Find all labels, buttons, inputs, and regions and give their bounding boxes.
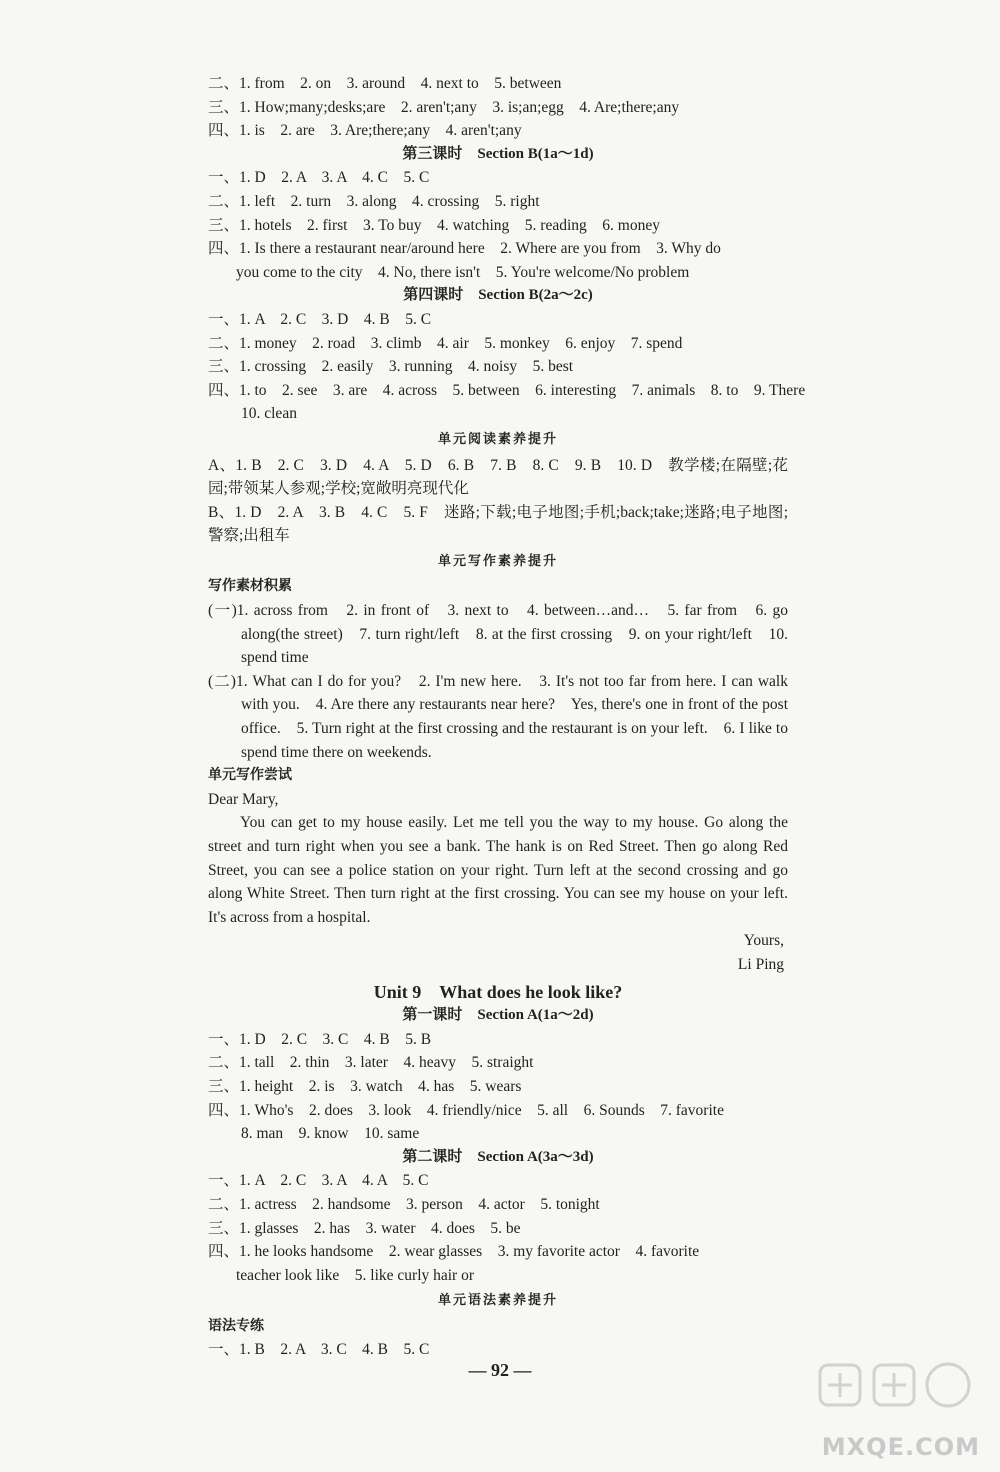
unit-title: Unit 9 What does he look like? (373, 981, 623, 1002)
answer-line: 一、1. D 2. C 3. C 4. B 5. B (208, 1030, 432, 1048)
letter-body: You can get to my house easily. Let me tell you the way to my house. Go along the street and turn right when you see a bank. The hank is on Red Street. Then go along Red Street, you can see a police station on your right. Turn left at the second crossing and go along White Street. Then turn right at the first crossing. You can see my house on your left. It's across from a hospital. (208, 814, 788, 926)
page-number: — 92 — (468, 1360, 532, 1380)
answer-line: 一、1. A 2. C 3. D 4. B 5. C (208, 310, 432, 328)
answer-line: 10. clean (241, 405, 297, 423)
answer-line: 三、1. How;many;desks;are 2. aren't;any 3. is;an;egg 4. Are;there;any (208, 98, 680, 116)
grammar-heading: 单元语法素养提升 (437, 1293, 558, 1309)
section-heading: 第二课时 Section A(3a～3d) (402, 1148, 594, 1165)
answer-line: 三、1. glasses 2. has 3. water 4. does 5. be (208, 1219, 521, 1237)
answer-line: 三、1. crossing 2. easily 3. running 4. noisy 5. best (208, 358, 574, 376)
answer-line: teacher look like 5. like curly hair or (236, 1266, 475, 1284)
answer-line: 二、1. actress 2. handsome 3. person 4. actor 5. tonight (208, 1195, 600, 1213)
reading-heading: 单元阅读素养提升 (437, 431, 558, 447)
answer-line: 四、1. Is there a restaurant near/around here 2. Where are you from 3. Why do (208, 240, 721, 258)
answer-line: 二、1. from 2. on 3. around 4. next to 5. between (208, 75, 562, 92)
section-heading: 第四课时 Section B(2a～2c) (403, 287, 593, 304)
answer-paragraph: B、1. D 2. A 3. B 4. C 5. F 迷路;下载;电子地图;手机;back;take;迷路;电子地图;警察;出租车 (208, 503, 788, 545)
section-heading: 第一课时 Section A(1a～2d) (402, 1007, 594, 1024)
watermark-text: MXQE.COM (821, 1433, 980, 1461)
answer-line: 四、1. is 2. are 3. Are;there;any 4. aren't;any (208, 122, 522, 140)
grammar-subheading: 语法专练 (208, 1317, 264, 1334)
answer-line: 一、1. D 2. A 3. A 4. C 5. C (208, 169, 430, 187)
answer-line: you come to the city 4. No, there isn't 5. You're welcome/No problem (236, 263, 690, 281)
answer-line: 四、1. Who's 2. does 3. look 4. friendly/nice 5. all 6. Sounds 7. favorite (208, 1101, 724, 1119)
answer-line: 三、1. height 2. is 3. watch 4. has 5. wears (208, 1077, 522, 1095)
watermark-logo-icon (802, 1357, 992, 1467)
answer-paragraph: (二)1. What can I do for you? 2. I'm new here. 3. It's not too far from here. I can walk with you. 4. Are there any restaurants near here? Yes, there's one in front of the post office. 5. Turn right at the first crossing and the restaurant is on your left. 6. I like to spend time there on weekends. (208, 672, 788, 761)
writing-heading: 单元写作素养提升 (437, 553, 558, 569)
material-heading: 写作素材积累 (208, 578, 292, 595)
answer-paragraph: (一)1. across from 2. in front of 3. next to 4. between…and… 5. far from 6. go along(the street) 7. turn right/left 8. at the first crossing 9. on your right/left 10. spend time (208, 602, 788, 667)
answer-line: 二、1. left 2. turn 3. along 4. crossing 5. right (208, 192, 540, 210)
letter-closing: Yours, (743, 932, 784, 950)
answer-line: 8. man 9. know 10. same (241, 1125, 420, 1143)
section-heading: 第三课时 Section B(1a～1d) (402, 145, 594, 162)
writing-try-heading: 单元写作尝试 (208, 767, 292, 784)
answer-line: 四、1. to 2. see 3. are 4. across 5. between 6. interesting 7. animals 8. to 9. There (208, 381, 806, 399)
answer-line: 二、1. tall 2. thin 3. later 4. heavy 5. straight (208, 1054, 534, 1072)
answer-line: 一、1. A 2. C 3. A 4. A 5. C (208, 1172, 429, 1190)
answer-line: 二、1. money 2. road 3. climb 4. air 5. monkey 6. enjoy 7. spend (208, 334, 683, 352)
answer-line: 三、1. hotels 2. first 3. To buy 4. watching 5. reading 6. money (208, 216, 660, 234)
answer-page (208, 72, 806, 1362)
letter-signature: Li Ping (737, 955, 784, 973)
answer-line: 四、1. he looks handsome 2. wear glasses 3. my favorite actor 4. favorite (208, 1243, 700, 1261)
answer-line: 一、1. B 2. A 3. C 4. B 5. C (208, 1341, 430, 1359)
answer-paragraph: A、1. B 2. C 3. D 4. A 5. D 6. B 7. B 8. C 9. B 10. D 教学楼;在隔壁;花园;带领某人参观;学校;宽敞明亮现代化 (208, 456, 788, 498)
letter-greeting: Dear Mary, (208, 790, 279, 808)
